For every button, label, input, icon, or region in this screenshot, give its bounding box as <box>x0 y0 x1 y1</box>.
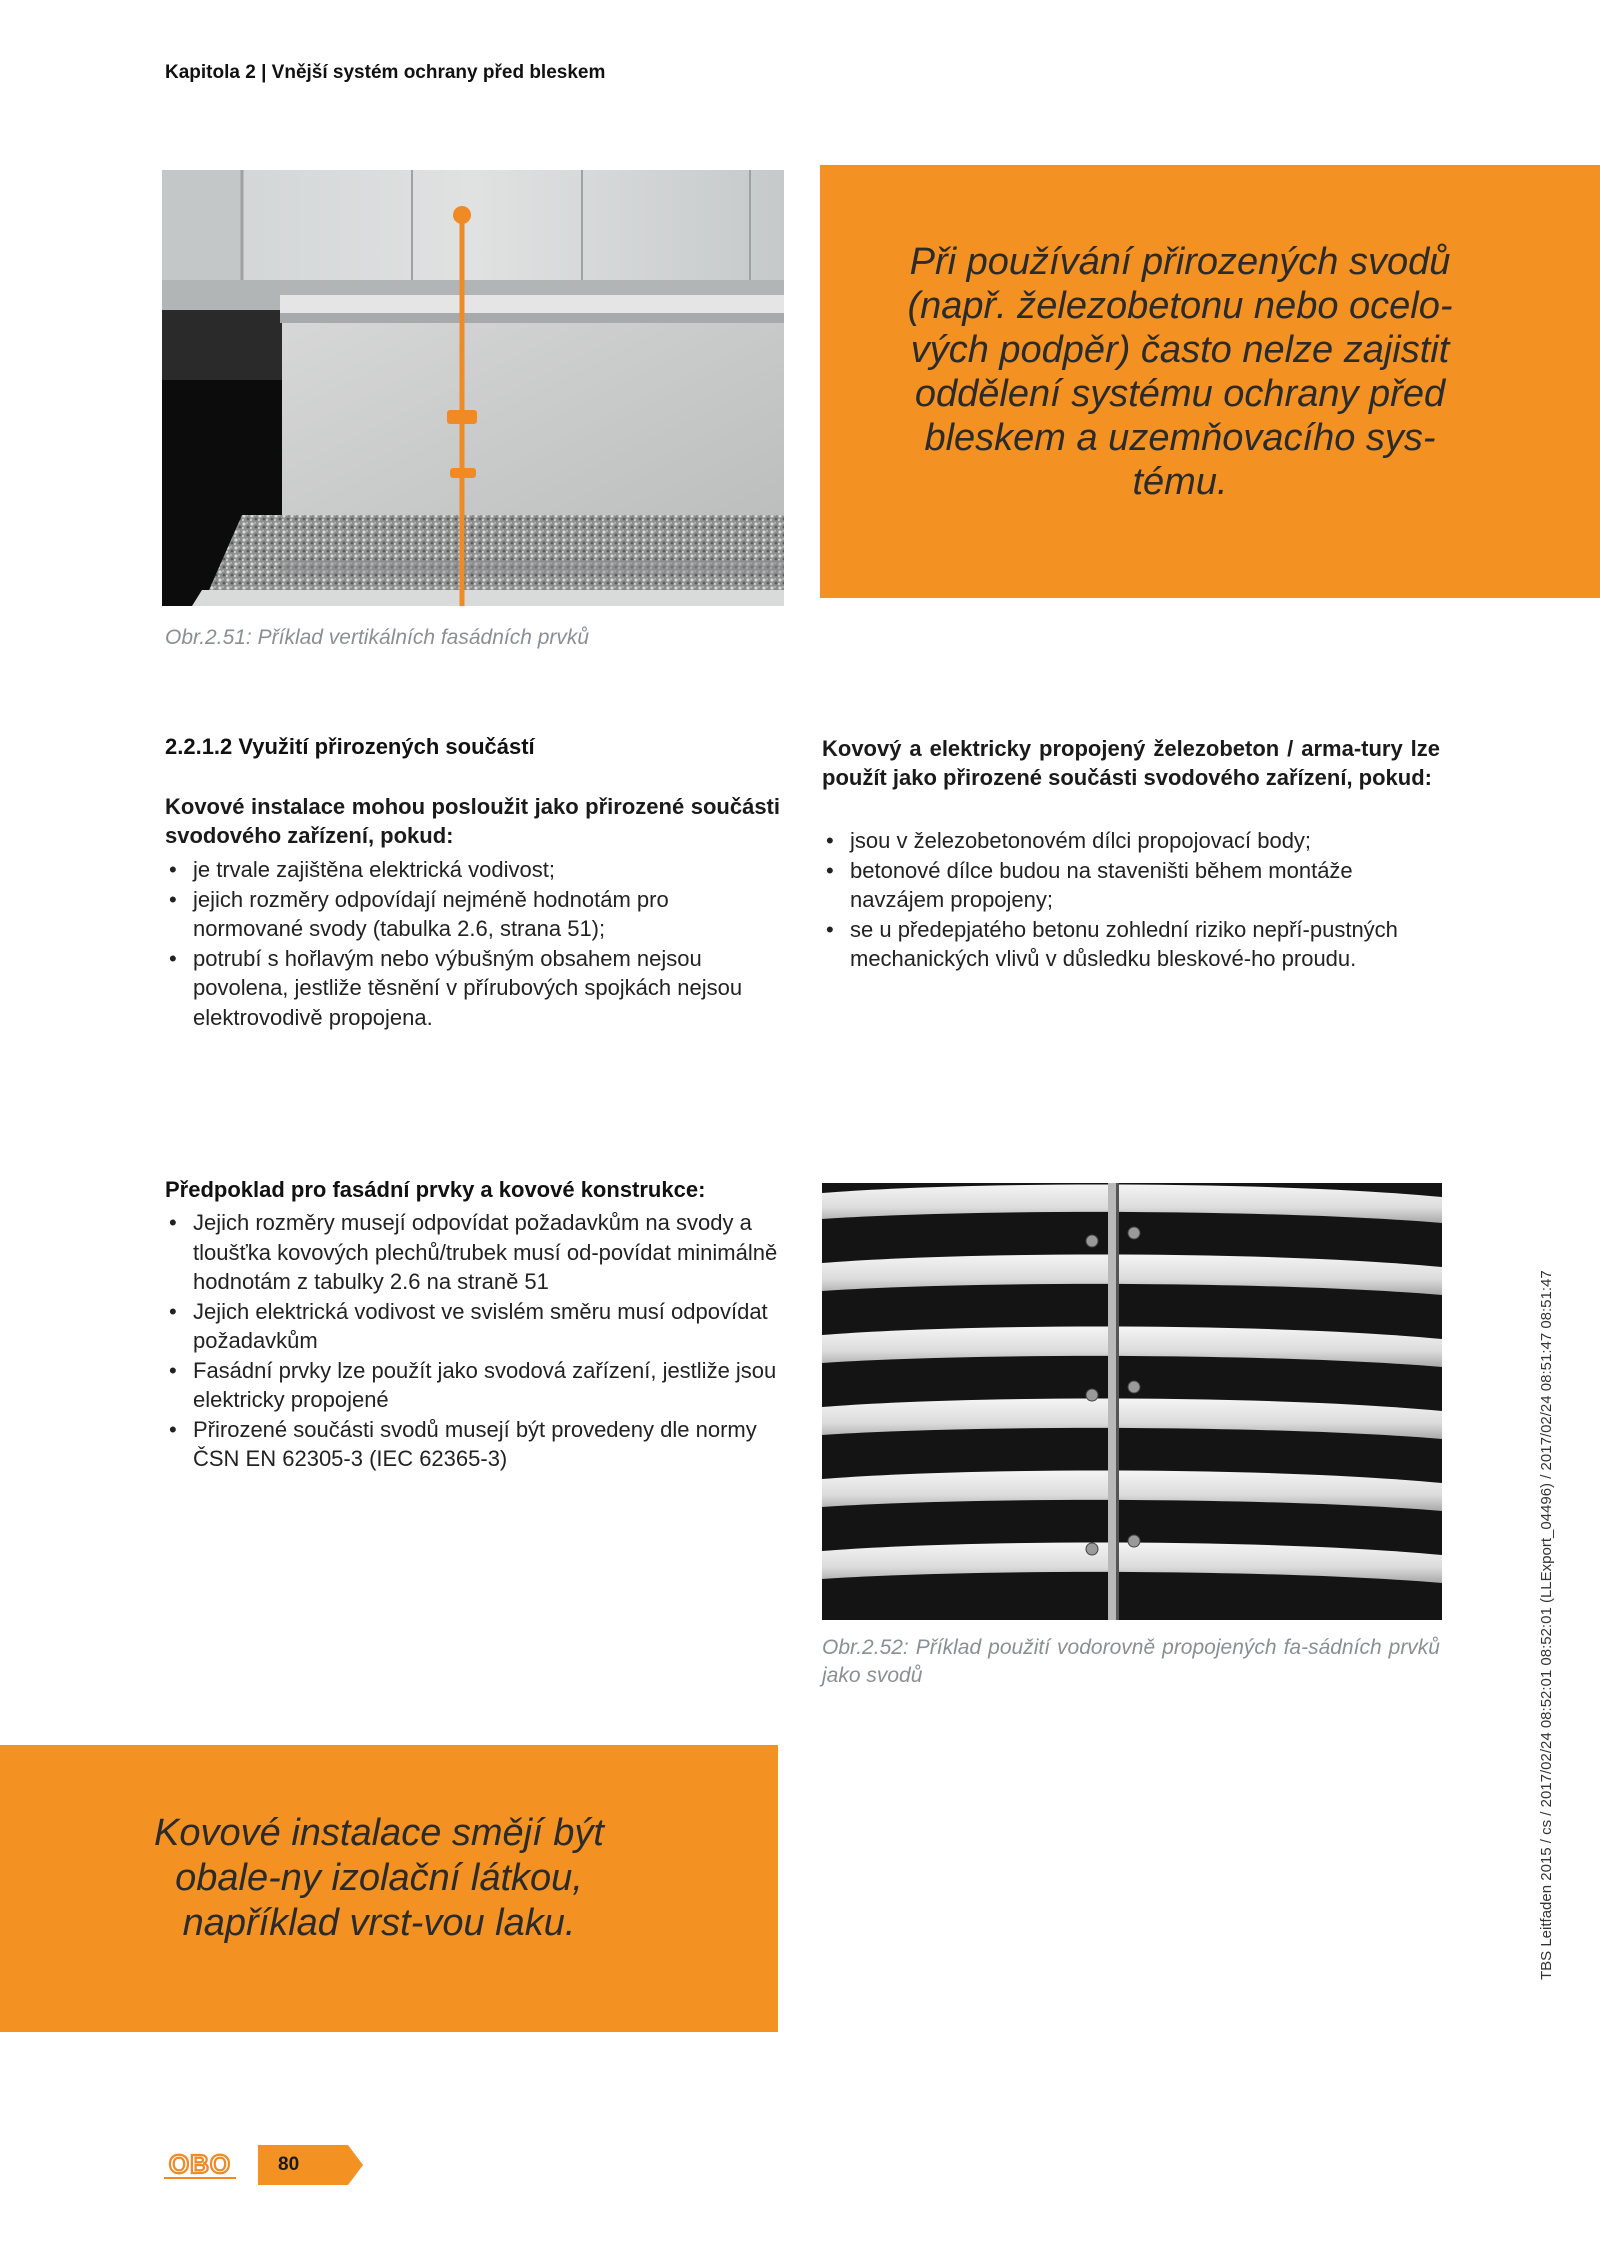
callout-bottom-text: Kovové instalace smějí být obale-ny izolační látkou, například vrst-vou laku. <box>154 1812 604 1944</box>
page-number-tab <box>258 2145 363 2185</box>
facade-bullet-list <box>165 1208 785 1474</box>
page-number: 80 <box>278 2154 300 2175</box>
obo-logo-text: OBO <box>168 2150 232 2179</box>
left-bullet-item: • potrubí s hořlavým nebo výbušným obsahem nejsou povolena, jestliže těsnění v přírubových spojkách nejsou elektrovodivě propojena. <box>165 944 765 1033</box>
document-meta-sidebar <box>1538 1270 1568 1980</box>
figure2-caption: Obr.2.52: Příklad použití vodorovně propojených fa-sádních prvků jako svodů <box>822 1636 1440 1687</box>
document-meta-text: TBS Leitfaden 2015 / cs / 2017/02/24 08:52:01 08:52:01 (LLExport_04496) / 2017/02/24 08:51:47 08:51:47 <box>1538 1270 1555 1980</box>
right-bullet-item: • jsou v železobetonovém dílci propojovací body; <box>822 826 1440 856</box>
section-heading: 2.2.1.2 Využití přirozených součástí <box>165 734 535 759</box>
facade-horizontal-photo <box>822 1183 1442 1620</box>
chapter-header: Kapitola 2 | Vnější systém ochrany před bleskem <box>165 62 606 83</box>
left-bullet-item: • jejich rozměry odpovídají nejméně hodnotám pro normované svody (tabulka 2.6, strana 51); <box>165 885 765 944</box>
facade-vertical-photo <box>162 170 784 606</box>
figure1-caption: Obr.2.51: Příklad vertikálních fasádních prvků <box>165 626 590 649</box>
callout-insulation-coating <box>0 1745 778 2032</box>
facade-bullet-item: • Jejich rozměry musejí odpovídat požadavkům na svody a tloušťka kovových plechů/trubek musí od-povídat minimálně hodnotám z tabulky 2.6 na straně 51 <box>165 1208 785 1297</box>
obo-logo-mark <box>160 2150 240 2180</box>
facade-bullet-item: • Přirozené součásti svodů musejí být provedeny dle normy ČSN EN 62305-3 (IEC 62365-3) <box>165 1415 785 1474</box>
facade-vertical-illustration <box>162 170 784 606</box>
facade-bullet-item: • Fasádní prvky lze použít jako svodová zařízení, jestliže jsou elektricky propojené <box>165 1356 785 1415</box>
callout-top-text: Při používání přirozených svodů (např. železobetonu nebo ocelo-vých podpěr) často nelze zajistit oddělení systému ochrany před bleskem a uzemňovacího sys-tému. <box>907 240 1453 503</box>
obo-logo <box>160 2150 240 2180</box>
right-intro: Kovový a elektricky propojený železobeton / arma-tury lze použít jako přirozené součásti svodového zařízení, pokud: <box>822 736 1440 790</box>
right-bullet-list <box>822 826 1440 974</box>
left-bullet-list <box>165 855 765 1032</box>
facade-heading: Předpoklad pro fasádní prvky a kovové konstrukce: <box>165 1177 706 1202</box>
facade-bullet-item: • Jejich elektrická vodivost ve svislém směru musí odpovídat požadavkům <box>165 1297 785 1356</box>
left-intro: Kovové instalace mohou posloužit jako přirozené součásti svodového zařízení, pokud: <box>165 794 780 848</box>
callout-natural-downconductors <box>820 165 1600 598</box>
right-bullet-item: • se u předepjatého betonu zohlední riziko nepří-pustných mechanických vlivů v důsledku bleskové-ho proudu. <box>822 915 1440 974</box>
right-bullet-item: • betonové dílce budou na staveništi během montáže navzájem propojeny; <box>822 856 1440 915</box>
facade-horizontal-illustration <box>822 1183 1442 1620</box>
page-tab-shape <box>258 2145 363 2185</box>
left-bullet-item: • je trvale zajištěna elektrická vodivost; <box>165 855 765 885</box>
